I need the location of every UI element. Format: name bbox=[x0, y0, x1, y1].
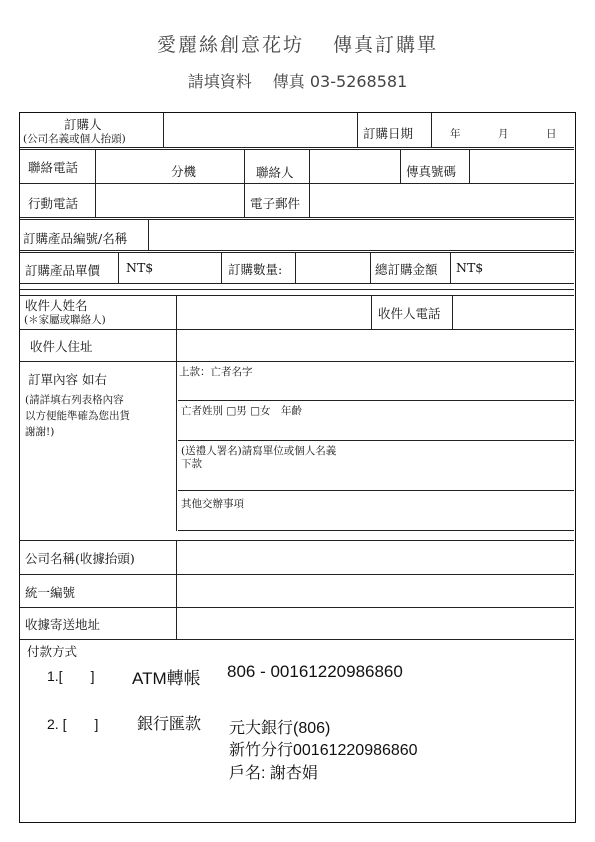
col-divider bbox=[148, 219, 149, 250]
sender-field[interactable] bbox=[178, 441, 573, 489]
row-divider bbox=[178, 530, 574, 531]
upper-name-label: 上款：亡者名字 bbox=[179, 366, 253, 378]
company-name-field[interactable] bbox=[178, 541, 573, 573]
page-title: 愛麗絲創意花坊 傳真訂購單 bbox=[156, 34, 439, 56]
col-divider bbox=[221, 252, 222, 283]
bank-name: 元大銀行(806) bbox=[229, 720, 331, 737]
row-divider bbox=[20, 217, 574, 218]
content-note-line2: 以方便能準確為您出貨 bbox=[25, 410, 130, 422]
col-divider bbox=[176, 540, 177, 639]
recipient-address-label: 收件人住址 bbox=[30, 339, 93, 354]
atm-method-label: ATM轉帳 bbox=[132, 669, 201, 688]
bank-transfer-option-checkbox[interactable]: 2. [ ] bbox=[47, 716, 99, 732]
lower-name-label: 下款 bbox=[181, 458, 202, 470]
phone-field[interactable] bbox=[97, 150, 167, 182]
gender-age-field[interactable] bbox=[178, 401, 573, 439]
col-divider bbox=[244, 149, 245, 217]
quantity-field[interactable] bbox=[297, 253, 369, 282]
content-note-line3: 謝謝!) bbox=[25, 426, 55, 438]
mobile-label: 行動電話 bbox=[28, 196, 79, 211]
col-divider bbox=[295, 252, 296, 283]
orderer-label: 訂購人 bbox=[64, 117, 102, 132]
recipient-phone-field[interactable] bbox=[454, 296, 573, 328]
upper-name-field[interactable] bbox=[178, 378, 573, 399]
col-divider bbox=[452, 295, 453, 329]
recipient-phone-label: 收件人電話 bbox=[378, 306, 441, 321]
product-field[interactable] bbox=[150, 220, 573, 249]
content-note-line1: (請詳填右列表格內容 bbox=[25, 394, 124, 406]
receipt-address-field[interactable] bbox=[178, 608, 573, 638]
unit-price-field[interactable] bbox=[120, 253, 220, 282]
recipient-name-field[interactable] bbox=[178, 296, 370, 328]
bank-branch-account: 新竹分行00161220986860 bbox=[229, 742, 418, 759]
total-label: 總訂購金額 bbox=[375, 262, 438, 277]
col-divider bbox=[431, 113, 432, 147]
row-divider bbox=[20, 283, 574, 284]
atm-option-checkbox[interactable]: 1.[ ] bbox=[47, 668, 95, 684]
row-divider bbox=[20, 639, 574, 640]
mobile-field[interactable] bbox=[97, 184, 243, 216]
quantity-label: 訂購數量: bbox=[228, 262, 283, 277]
col-divider bbox=[450, 252, 451, 283]
row-divider bbox=[20, 147, 574, 148]
orderer-sub-label: (公司名義或個人抬頭) bbox=[23, 133, 126, 145]
account-holder: 戶名: 謝杏娟 bbox=[229, 765, 318, 782]
contact-field[interactable] bbox=[311, 150, 399, 182]
company-name-label: 公司名稱(收據抬頭) bbox=[25, 551, 135, 566]
gender-age-label: 亡者姓別 □男 □女 年齡 bbox=[181, 405, 303, 417]
col-divider bbox=[400, 149, 401, 183]
total-field[interactable] bbox=[452, 253, 573, 282]
order-date-label: 訂購日期 bbox=[363, 126, 414, 141]
col-divider bbox=[95, 149, 96, 217]
sender-label: (送禮人署名)請寫單位或個人名義 bbox=[181, 445, 337, 457]
receipt-address-label: 收據寄送地址 bbox=[25, 617, 101, 632]
col-divider bbox=[357, 113, 358, 147]
row-divider bbox=[20, 289, 574, 290]
content-label: 訂單內容 如右 bbox=[28, 372, 107, 387]
tax-id-field[interactable] bbox=[178, 575, 573, 606]
total-prefix: NT$ bbox=[456, 260, 484, 275]
other-matters-label: 其他交辦事項 bbox=[181, 498, 244, 510]
col-divider bbox=[469, 149, 470, 183]
product-label: 訂購產品編號/名稱 bbox=[23, 231, 128, 246]
email-label: 電子郵件 bbox=[250, 196, 301, 211]
col-divider bbox=[176, 361, 177, 531]
col-divider bbox=[118, 252, 119, 283]
order-form bbox=[19, 112, 576, 823]
fax-field[interactable] bbox=[471, 150, 573, 182]
year-label: 年 bbox=[450, 128, 461, 140]
orderer-field[interactable] bbox=[165, 114, 355, 146]
row-divider bbox=[20, 250, 574, 251]
recipient-name-label: 收件人姓名 bbox=[25, 298, 88, 313]
tax-id-label: 統一編號 bbox=[25, 585, 76, 600]
row-divider bbox=[20, 361, 574, 362]
unit-price-label: 訂購產品單價 bbox=[25, 263, 101, 278]
phone-label: 聯絡電話 bbox=[28, 160, 79, 175]
payment-method-label: 付款方式 bbox=[27, 644, 78, 659]
other-matters-field[interactable] bbox=[178, 491, 573, 529]
col-divider bbox=[370, 252, 371, 283]
recipient-name-sub-label: (＊家屬或聯絡人) bbox=[24, 314, 106, 326]
contact-label: 聯絡人 bbox=[256, 165, 294, 180]
atm-account-number: 806 - 00161220986860 bbox=[227, 662, 403, 681]
bank-transfer-method-label: 銀行匯款 bbox=[137, 716, 202, 733]
col-divider bbox=[176, 295, 177, 361]
col-divider bbox=[309, 149, 310, 217]
extension-label: 分機 bbox=[171, 164, 197, 179]
email-field[interactable] bbox=[311, 184, 573, 216]
recipient-address-field[interactable] bbox=[178, 330, 573, 360]
page-subtitle: 請填資料 傳真 03-5268581 bbox=[187, 72, 408, 91]
fax-label: 傳真號碼 bbox=[406, 164, 457, 179]
col-divider bbox=[163, 113, 164, 147]
day-label: 日 bbox=[546, 128, 557, 140]
col-divider bbox=[371, 295, 372, 329]
month-label: 月 bbox=[498, 128, 509, 140]
unit-price-prefix: NT$ bbox=[126, 260, 154, 275]
